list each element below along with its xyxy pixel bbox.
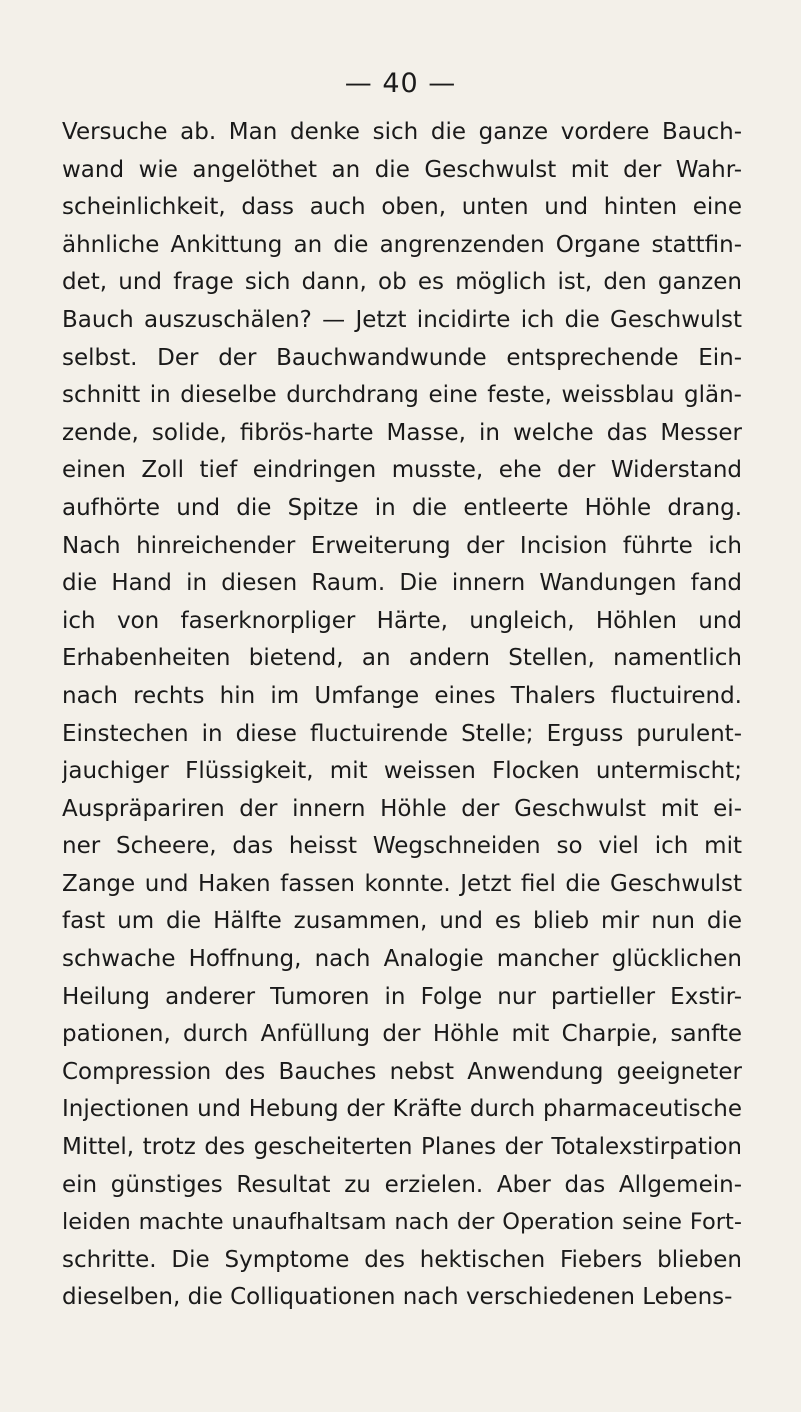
text-line: zende, solide, fibrös-harte Masse, in welche das Messer <box>62 419 742 446</box>
text-line: schwache Hoffnung, nach Analogie mancher glücklichen <box>62 946 742 973</box>
text-line: dieselben, die Colliquationen nach verschiedenen Lebens- <box>62 1284 733 1311</box>
page-number: — 40 — <box>344 68 457 99</box>
text-line: jauchiger Flüssigkeit, mit weissen Flocken untermischt; <box>62 758 742 785</box>
text-line: schnitt in dieselbe durchdrang eine feste, weissblau glän- <box>62 382 742 409</box>
text-line: Nach hinreichender Erweiterung der Incision führte ich <box>62 532 742 559</box>
text-line: fast um die Hälfte zusammen, und es blieb mir nun die <box>62 908 742 935</box>
text-line: scheinlichkeit, dass auch oben, unten und hinten eine <box>62 194 742 221</box>
text-line: wand wie angelöthet an die Geschwulst mit der Wahr- <box>62 156 742 183</box>
text-line: ein günstiges Resultat zu erzielen. Aber das Allgemein- <box>62 1171 742 1198</box>
text-line: Heilung anderer Tumoren in Folge nur partieller Exstir- <box>62 983 742 1010</box>
text-line: Compression des Bauches nebst Anwendung geeigneter <box>62 1058 742 1085</box>
text-line: Erhabenheiten bietend, an andern Stellen, namentlich <box>62 645 742 672</box>
text-line: Versuche ab. Man denke sich die ganze vordere Bauch- <box>62 119 742 145</box>
text-line: pationen, durch Anfüllung der Höhle mit Charpie, sanfte <box>62 1021 742 1048</box>
text-line: nach rechts hin im Umfange eines Thalers fluctuirend. <box>62 682 742 709</box>
text-line: leiden machte unaufhaltsam nach der Operation seine Fort- <box>62 1209 742 1236</box>
text-line: schritte. Die Symptome des hektischen Fiebers blieben <box>62 1246 742 1273</box>
text-line: ner Scheere, das heisst Wegschneiden so viel ich mit <box>62 833 742 860</box>
text-line: einen Zoll tief eindringen musste, ehe der Widerstand <box>62 457 742 484</box>
text-line: Injectionen und Hebung der Kräfte durch pharmaceutische <box>62 1096 742 1123</box>
text-line: Auspräpariren der innern Höhle der Geschwulst mit ei- <box>62 795 742 822</box>
text-line: det, und frage sich dann, ob es möglich ist, den ganzen <box>62 269 742 296</box>
text-line: ich von faserknorpliger Härte, ungleich, Höhlen und <box>62 607 742 634</box>
text-line: selbst. Der der Bauchwandwunde entsprechende Ein- <box>62 344 742 371</box>
text-line: Zange und Haken fassen konnte. Jetzt fiel die Geschwulst <box>62 870 742 897</box>
text-line: ähnliche Ankittung an die angrenzenden Organe stattfin- <box>62 231 742 258</box>
text-line: Bauch auszuschälen? — Jetzt incidirte ich die Geschwulst <box>62 306 742 333</box>
body-text <box>62 114 742 1317</box>
text-line: Einstechen in diese fluctuirende Stelle; Erguss purulent- <box>62 720 742 747</box>
text-line: die Hand in diesen Raum. Die innern Wandungen fand <box>62 570 742 597</box>
text-line: aufhörte und die Spitze in die entleerte Höhle drang. <box>62 494 742 521</box>
text-line: Mittel, trotz des gescheiterten Planes der Totalexstirpation <box>62 1134 742 1161</box>
